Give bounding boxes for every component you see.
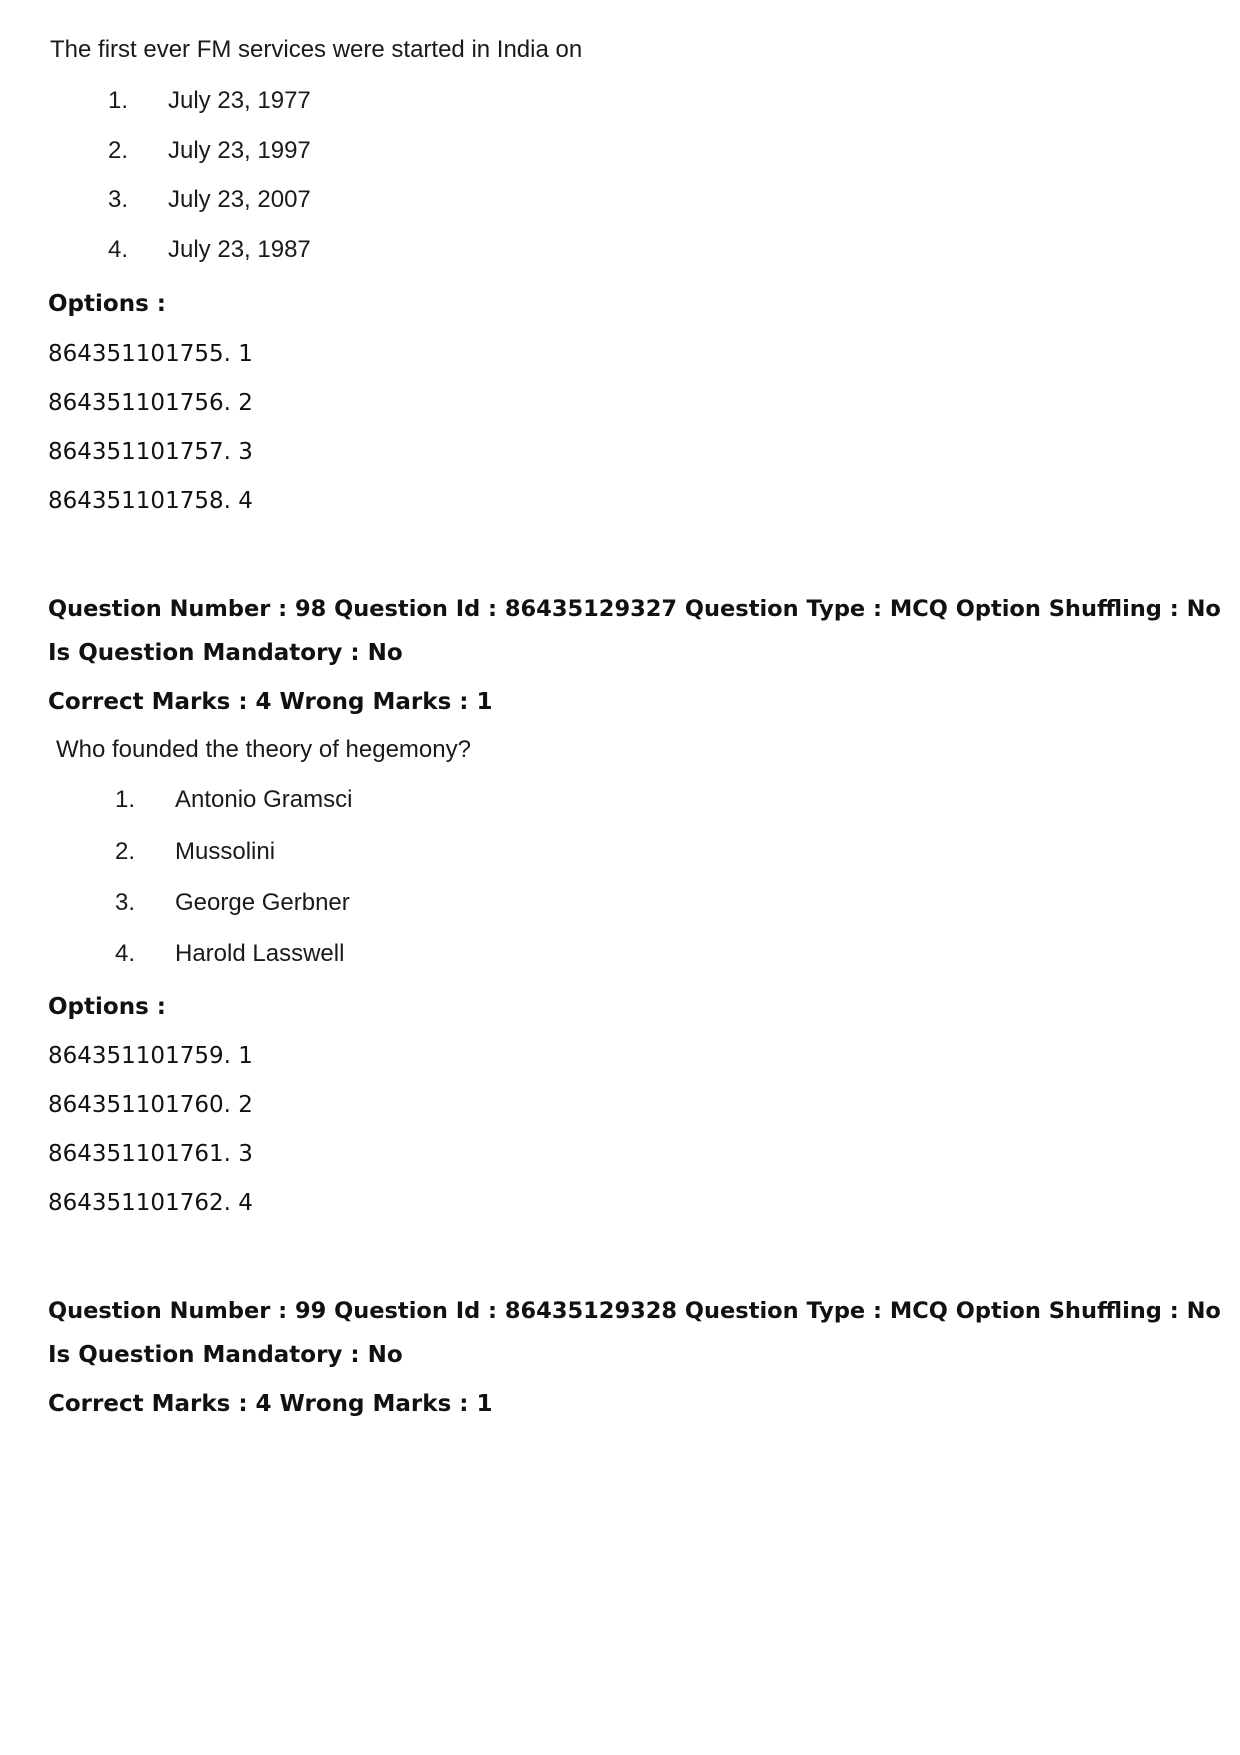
question-text: Who founded the theory of hegemony? xyxy=(56,736,471,763)
choice-text: Antonio Gramsci xyxy=(175,786,353,813)
choice-number: 3. xyxy=(115,889,136,916)
question-header: Question Number : 99 Question Id : 86435129328 Question Type : MCQ Option Shuffling : No xyxy=(48,1298,1221,1324)
options-label: Options : xyxy=(48,291,166,317)
option-id: 864351101756. 2 xyxy=(48,390,253,416)
choice-text: Mussolini xyxy=(175,838,276,865)
question-marks: Correct Marks : 4 Wrong Marks : 1 xyxy=(48,689,493,715)
option-id: 864351101758. 4 xyxy=(48,488,253,514)
choice-number: 3. xyxy=(108,186,129,213)
option-id: 864351101760. 2 xyxy=(48,1092,253,1118)
choice-number: 1. xyxy=(108,87,129,114)
choice-text: July 23, 1987 xyxy=(168,236,311,263)
question-text: The first ever FM services were started in India on xyxy=(50,36,583,63)
choice-number: 2. xyxy=(115,838,136,865)
choice-number: 1. xyxy=(115,786,136,813)
choice-text: July 23, 2007 xyxy=(168,186,311,213)
choice-text: George Gerbner xyxy=(175,889,350,916)
question-mandatory: Is Question Mandatory : No xyxy=(48,1342,403,1368)
option-id: 864351101761. 3 xyxy=(48,1141,253,1167)
option-id: 864351101755. 1 xyxy=(48,341,253,367)
option-id: 864351101762. 4 xyxy=(48,1190,253,1216)
option-id: 864351101759. 1 xyxy=(48,1043,253,1069)
question-marks: Correct Marks : 4 Wrong Marks : 1 xyxy=(48,1391,493,1417)
question-mandatory: Is Question Mandatory : No xyxy=(48,640,403,666)
choice-number: 4. xyxy=(108,236,129,263)
options-label: Options : xyxy=(48,994,166,1020)
option-id: 864351101757. 3 xyxy=(48,439,253,465)
choice-number: 2. xyxy=(108,137,129,164)
choice-text: Harold Lasswell xyxy=(175,940,345,967)
choice-text: July 23, 1997 xyxy=(168,137,311,164)
choice-text: July 23, 1977 xyxy=(168,87,311,114)
choice-number: 4. xyxy=(115,940,136,967)
question-header: Question Number : 98 Question Id : 86435129327 Question Type : MCQ Option Shuffling : No xyxy=(48,596,1221,622)
